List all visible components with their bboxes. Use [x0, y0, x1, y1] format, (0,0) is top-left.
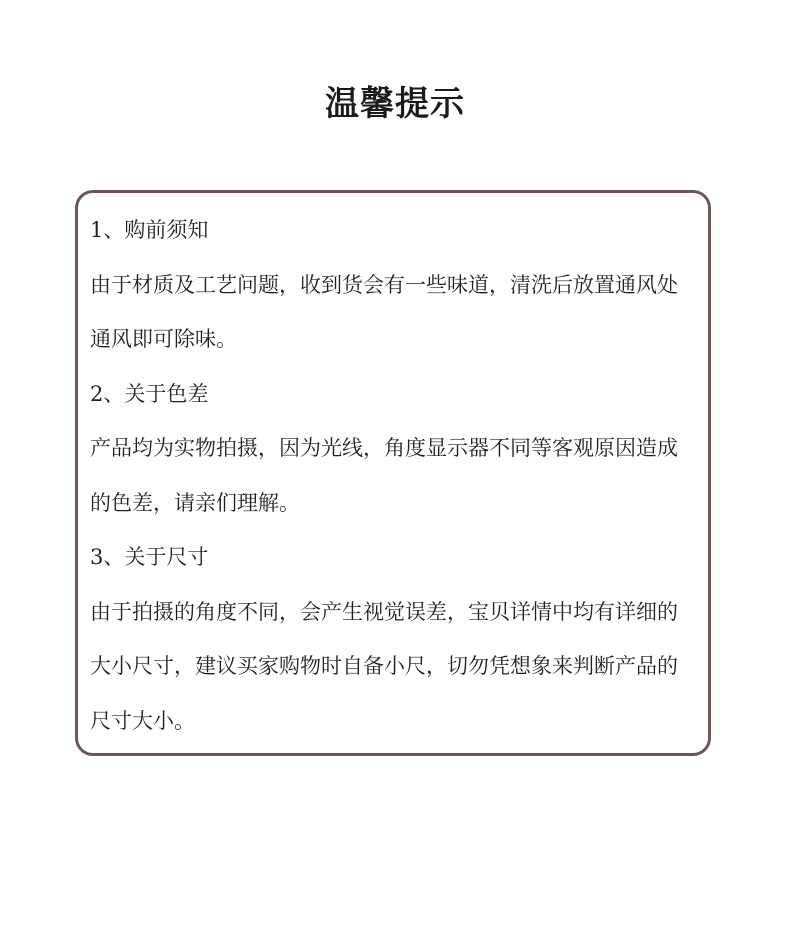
page-title: 温馨提示 — [325, 84, 465, 124]
section-body-line: 尺寸大小。 — [90, 708, 195, 733]
section-size — [90, 530, 696, 748]
section-heading: 2、关于色差 — [90, 381, 209, 406]
section-purchase-notice — [90, 203, 696, 367]
section-heading: 1、购前须知 — [90, 218, 209, 242]
section-color-difference — [90, 367, 696, 531]
section-heading: 3、关于尺寸 — [90, 545, 209, 569]
section-body-line: 产品均为实物拍摄，因为光线，角度显示器不同等客观原因造成 — [90, 436, 678, 460]
notice-box — [75, 190, 711, 756]
section-body-line: 大小尺寸，建议买家购物时自备小尺，切勿凭想象来判断产品的 — [90, 654, 678, 678]
section-body-line: 由于材质及工艺问题，收到货会有一些味道，清洗后放置通风处 — [90, 272, 678, 297]
section-body-line: 由于拍摄的角度不同，会产生视觉误差，宝贝详情中均有详细的 — [90, 599, 678, 624]
section-body-line: 的色差，请亲们理解。 — [90, 490, 300, 515]
section-body-line: 通风即可除味。 — [90, 327, 237, 351]
